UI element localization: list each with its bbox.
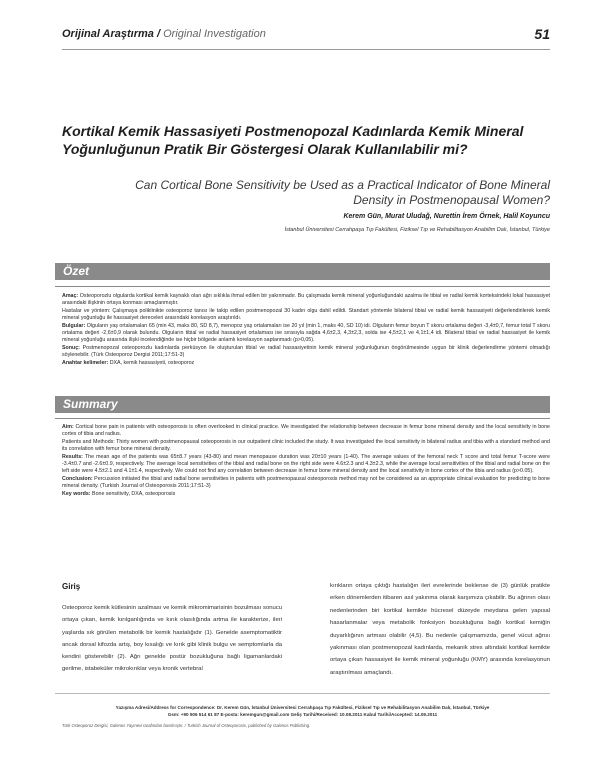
conclusion-text: Percussion initiated the tibial and radial bone sensitivities in patients with postmenopausal osteoporosis method may not be considered as an appropriate clinical evaluation for predicting to bone mineral density. (Turkish Journal of Osteoporosis 2011;17:51-3) bbox=[62, 475, 550, 490]
giris-heading: Giriş bbox=[62, 582, 81, 591]
header-rule bbox=[62, 49, 550, 50]
aim-text: Cortical bone pain in patients with osteoporosis is often overlooked in clinical practice. We investigated the relationship between decrease in femur bone mineral density and the local sensitivity in bone cortex of tibia and radius. bbox=[62, 424, 550, 438]
bulgular-label: Bulgular: bbox=[62, 322, 86, 329]
section-label bbox=[62, 28, 266, 40]
publisher-note: Türk Osteoporoz Dergisi, Galenos Yayınevi tarafından basılmıştır. / Turkish Journal of Osteoporosis, published by Galenos Publishing. bbox=[62, 723, 311, 728]
authors: Kerem Gün, Murat Uludağ, Nurettin İrem Örnek, Halil Koyuncu bbox=[343, 213, 550, 220]
ozet-sonuc bbox=[62, 345, 550, 360]
summary-rule bbox=[55, 418, 550, 419]
sonuc-text: Postmenopozal osteoporozlu kadınlarda perküsyon ile oluşturulan tibial ve radial hassasiyetinin kemik mineral yoğunluğunun öngörülmesinde uygun bir klinik değerlendirme yöntemi olmadığı söylenebilir. (Türk Osteoporoz Dergisi 2011;17:51-3) bbox=[62, 344, 550, 359]
sonuc-label: Sonuç: bbox=[62, 344, 80, 351]
results-label: Results: bbox=[62, 453, 83, 460]
footer-rule bbox=[55, 693, 550, 694]
summary-body bbox=[62, 424, 550, 498]
results-text: The mean age of the patients was 65±8.7 years (43-80) and mean menopause duration was 20±10 years (1-40). The average values of the femoral neck T score and total femur T-score were -3.4±0.7 and -2.6±0.9, respectively. The average local sensitivities of the tibial and radial bone on the right side were 4.6±2.3 and 4.3±2.3, while the average local sensitivities of the tibial and radial bone on the left side were 4.5±2.1 and 4.1±1.4, respectively. We could not find any correlation between decrease in femur bone mineral density and the local sensitivity in bone cortex of the tibia and radius (p>0.05). bbox=[62, 453, 550, 475]
running-header bbox=[62, 28, 550, 44]
giris-right-column: kırıkların ortaya çıktığı hastalığın ileri evrelerinde beklense de (3) günlük pratikte erken dönemlerden itibaren asıl yakınma olarak karşımıza çıkabilir. Bu ağrının olası nedenlerinden biri kortikal kemikte hücresel düzeyde meydana gelen yapısal hasarlanmalar veya metabolik fonksiyon bozukluğuna bağlı kortikal kemiğin duyarlılığının artması olabilir (4,5). Bu nedenle çalışmamızda, genel vücut ağrısı yakınması olan postmenopozal kadınlarda, mekanik stres altındaki kortikal kemikte ortaya çıkan hassasiyet ile kemik mineral yoğunluğu (KMY) arasında korelasyonun araştırılması amaçlandı. bbox=[330, 583, 550, 676]
summary-aim bbox=[62, 424, 550, 439]
ozet-keywords bbox=[62, 360, 550, 367]
amac-text: Osteoporozlu olgularda kortikal kemik kaynaklı olan ağrı sıklıkla ihmal edilen bir yakınmadır. Bu çalışmada kemik mineral yoğunluğundaki azalma ile tibial ve radial kemik korteksindeki lokal hassasiyet arasındaki ilişkinin ortaya konması amaçlanmıştır. bbox=[62, 293, 550, 307]
ozet-rule bbox=[55, 286, 550, 287]
summary-band bbox=[55, 396, 550, 413]
page-number: 51 bbox=[534, 26, 550, 42]
section-separator: / bbox=[156, 28, 161, 40]
summary-keywords bbox=[62, 491, 550, 498]
correspondence: Yazışma Adresi/Address for Correspondence: Dr. Kerem Gün, İstanbul Üniversitesi Cerrahpaşa Tıp Fakültesi, Fiziksel Tıp ve Rehabilitasyon Anabilim Dalı, İstanbul, Türkiye bbox=[115, 705, 490, 710]
keywords-text: Bone sensitivity, DXA, osteoporosis bbox=[90, 490, 176, 497]
giris-left-column: Osteoporoz kemik kütlesinin azalması ve kemik mikromimarisinin bozulması sonucu ortaya çıkan, kemik kırılganlığında ve kırık olasılığında artma ile karakterize, ileri yaşlarda sık görülen metabolik bir kemik hastalığıdır (1). Genelde asemptomatiktir ancak dorsal kifozda artış, boy kısalığı ve kırık gibi klinik bulgu ve semptomlarla da kendini gösterebilir (2). Ağrı genelde postür bozukluğuna bağlı ligamanlardaki gerilme, istabeküler mikrokırıklar veya kronik vertebral bbox=[62, 605, 282, 673]
ozet-band bbox=[55, 263, 550, 280]
ozet-bulgular bbox=[62, 323, 550, 345]
amac-label: Amaç: bbox=[62, 293, 79, 299]
keywords-label: Key words: bbox=[62, 490, 91, 497]
title-turkish: Kortikal Kemik Hassasiyeti Postmenopozal Kadınlarda Kemik Mineral Yoğunluğunun Pratik Bir Göstergesi Olarak Kullanılabilir mi? bbox=[62, 123, 524, 157]
summary-methods: Patients and Methods: Thirty women with postmenopausal osteoporosis in our outpatient clinic included the study. It was investigated the local sensitivity in bilateral radius and tibia with a standard method and its correlation with femur bone mineral density. bbox=[62, 438, 550, 453]
conclusion-label: Conclusion: bbox=[62, 475, 93, 482]
summary-heading: Summary bbox=[63, 397, 118, 411]
ozet-heading: Özet bbox=[63, 264, 90, 278]
ozet-amac bbox=[62, 293, 550, 308]
contact-dates: Gsm: +90 506 514 61 87 E-posta: keremgun@gmail.com Geliş Tarihi/Received: 10.08.2011 Kabul Tarihi/Accepted: 14.09.2011 bbox=[167, 712, 438, 717]
aim-label: Aim: bbox=[62, 424, 74, 430]
ozet-body bbox=[62, 293, 550, 367]
anahtar-label: Anahtar kelimeler: bbox=[62, 359, 109, 366]
summary-conclusion bbox=[62, 476, 550, 491]
title-english: Can Cortical Bone Sensitivity be Used as a Practical Indicator of Bone Mineral Density in Postmenopausal Women? bbox=[135, 178, 550, 207]
section-en: Original Investigation bbox=[163, 28, 266, 40]
affiliation: İstanbul Üniversitesi Cerrahpaşa Tıp Fakültesi, Fiziksel Tıp ve Rehabilitasyon Anabilim Dalı, İstanbul, Türkiye bbox=[284, 227, 550, 233]
section-tr: Orijinal Araştırma bbox=[62, 28, 154, 40]
bulgular-text: Olguların yaş ortalamaları 65 (min 43, maks 80, SD 8,7), menopoz yaş ortalamaları ise 20 yıl (min 1, maks 40, SD 10) idi. Olguların femur boyun T skoru ortalama değeri -3,4±0,7, femur total T skoru ortalama değeri -2,6±0,9 olarak bulundu. Olguların tibial ve radial hassasiyet ortalaması ise sırasıyla sağda 4,6±2,3, 4,3±2,3, solda ise 4,5±2,1 ve 4,1±1,4 idi. Bilateral tibial ve radial hassasiyet ile kemik mineral yoğunluğu arasında ilişki incelendiğinde ise hiçbir bölgede anlamlı korelasyon saptanmadı (p>0,05). bbox=[62, 322, 550, 344]
summary-results bbox=[62, 454, 550, 476]
ozet-yontem: Hastalar ve yöntem: Çalışmaya poliklinikte osteoporoz tanısı ile takip edilen postmenopozal 30 kadın olgu dahil edildi. Standart yöntemle bilateral tibial ve radial kemik hassasiyeti değerlendirilerek kemik mineral yoğunluğu ile hassasiyet dereceleri arasındaki korelasyon araştırıldı. bbox=[62, 307, 550, 322]
anahtar-text: DXA, kemik hassasiyeti, osteoporoz bbox=[108, 359, 195, 366]
